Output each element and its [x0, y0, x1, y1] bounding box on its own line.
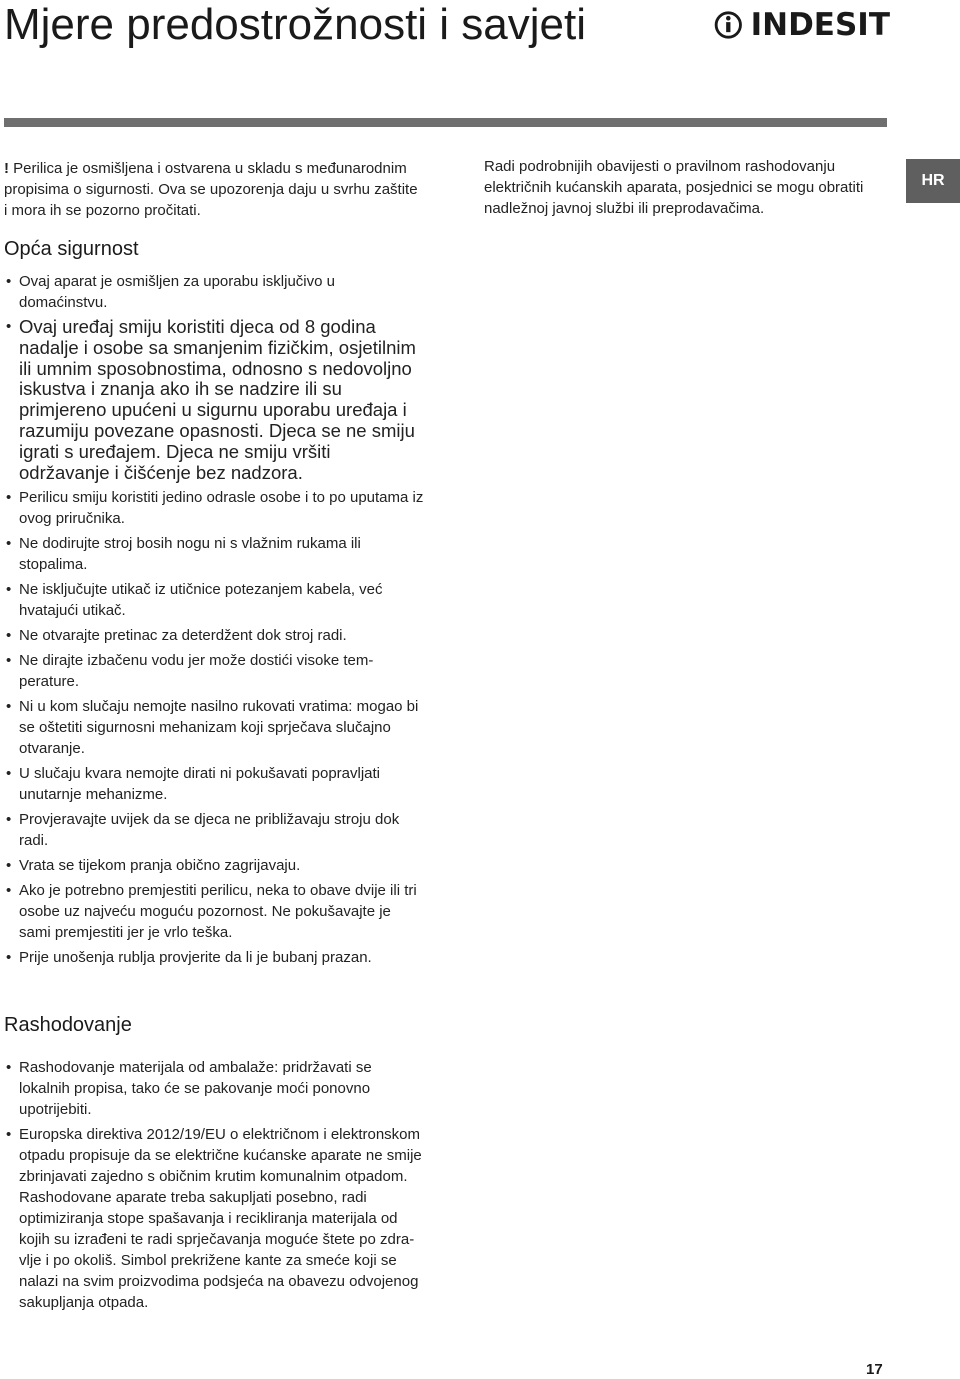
list-item: • Vrata se tijekom pranja obično zagrijavaju.	[4, 855, 424, 876]
disposal-list	[4, 1057, 424, 1317]
list-item: • Provjeravajte uvijek da se djeca ne približavaju stroju dok radi.	[4, 809, 424, 851]
list-item: • Europska direktiva 2012/19/EU o električnom i elektronskom otpadu propisuje da se električne kućanske aparate ne smije zbrinjavati zajedno s običnim krutim komunalnim otpadom. Rashodovane aparate treba sakupljati posebno, radi optimiziranja stope spašavanja i recikliranja materijala od kojih su izrađeni te radi sprječavanja mogućе štete po zdravlje i po okoliš. Simbol prekrižene kante za smeće koji se nalazi na svim proizvodima podsjeća na obavezu odvojenog sakupljanja otpada.	[4, 1124, 424, 1313]
intro-warning	[4, 158, 424, 221]
list-item: • Ne dodirujte stroj bosih nogu ni s vlažnim rukama ili stopalima.	[4, 533, 424, 575]
list-item: • Ne dirajte izbačenu vodu jer može dostići visoke temperature.	[4, 650, 424, 692]
list-item: • Ne isključujte utikač iz utičnice potezanjem kabela, već hvatajući utikač.	[4, 579, 424, 621]
general-safety-list	[4, 271, 424, 972]
warning-exclamation-icon: !	[4, 160, 9, 177]
intro-disposal-note: Radi podrobnijih obavijesti o pravilnom rashodovanju električnih kućanskih aparata, posjednici se mogu obratiti nadležnoj javnoj službi ili preprodavačima.	[484, 158, 864, 217]
page-number: 17	[866, 1361, 883, 1378]
page-title: Mjere predostrožnosti i savjeti	[4, 0, 587, 49]
list-item: • Ne otvarajte pretinac za deterdžent dok stroj radi.	[4, 625, 424, 646]
section-heading-disposal: Rashodovanje	[4, 1014, 132, 1036]
list-item: • Ovaj aparat je osmišljen za uporabu isključivo u domaćinstvu.	[4, 271, 424, 313]
indesit-logo-icon	[714, 5, 743, 45]
list-item: • Ako je potrebno premjestiti perilicu, neka to obave dvije ili tri osobe uz najveću moguću pozornost. Ne pokušavajte je sami premjestiti jer je vrlo teška.	[4, 880, 424, 943]
list-item: • U slučaju kvara nemojte dirati ni pokušavati popravljati unutarnje mehanizme.	[4, 763, 424, 805]
header-divider-bar	[4, 118, 887, 127]
list-item: • Perilicu smiju koristiti jedino odrasle osobe i to po uputama iz ovog priručnika.	[4, 487, 424, 529]
brand-logo	[714, 2, 890, 48]
list-item: • Rashodovanje materijala od ambalaže: pridržavati se lokalnih propisa, tako će se pakovanje moći ponovno upotrijebiti.	[4, 1057, 424, 1120]
section-heading-general-safety: Opća sigurnost	[4, 238, 139, 260]
intro-warning-text: Perilica je osmišljena i ostvarena u skladu s međunarodnim propisima o sigurnosti. Ova se upozorenja daju u svrhu zaštite i mora ih se pozorno pročitati.	[4, 160, 418, 219]
brand-name: INDESIT	[750, 7, 890, 43]
list-item: • Ni u kom slučaju nemojte nasilno rukovati vratima: mogao bi se oštetiti sigurnosni mehanizam koji sprječava slučajno otvaranje.	[4, 696, 424, 759]
language-tab: HR	[906, 159, 960, 203]
list-item: • Ovaj uređaj smiju koristiti djeca od 8 godina nadalje i osobe sa smanjenim fizičkim, osjetilnim ili umnim sposobnostima, odnosno s nedovoljno iskustva i znanja ako ih se nadzire ili su primjereno upućeni u sigurnu uporabu uređaja i razumiju povezane opasnosti. Djeca se ne smiju igrati s uređajem. Djeca ne smiju vršiti održavanje i čišćenje bez nadzora.	[4, 317, 424, 483]
list-item: • Prije unošenja rublja provjerite da li je bubanj prazan.	[4, 947, 424, 968]
